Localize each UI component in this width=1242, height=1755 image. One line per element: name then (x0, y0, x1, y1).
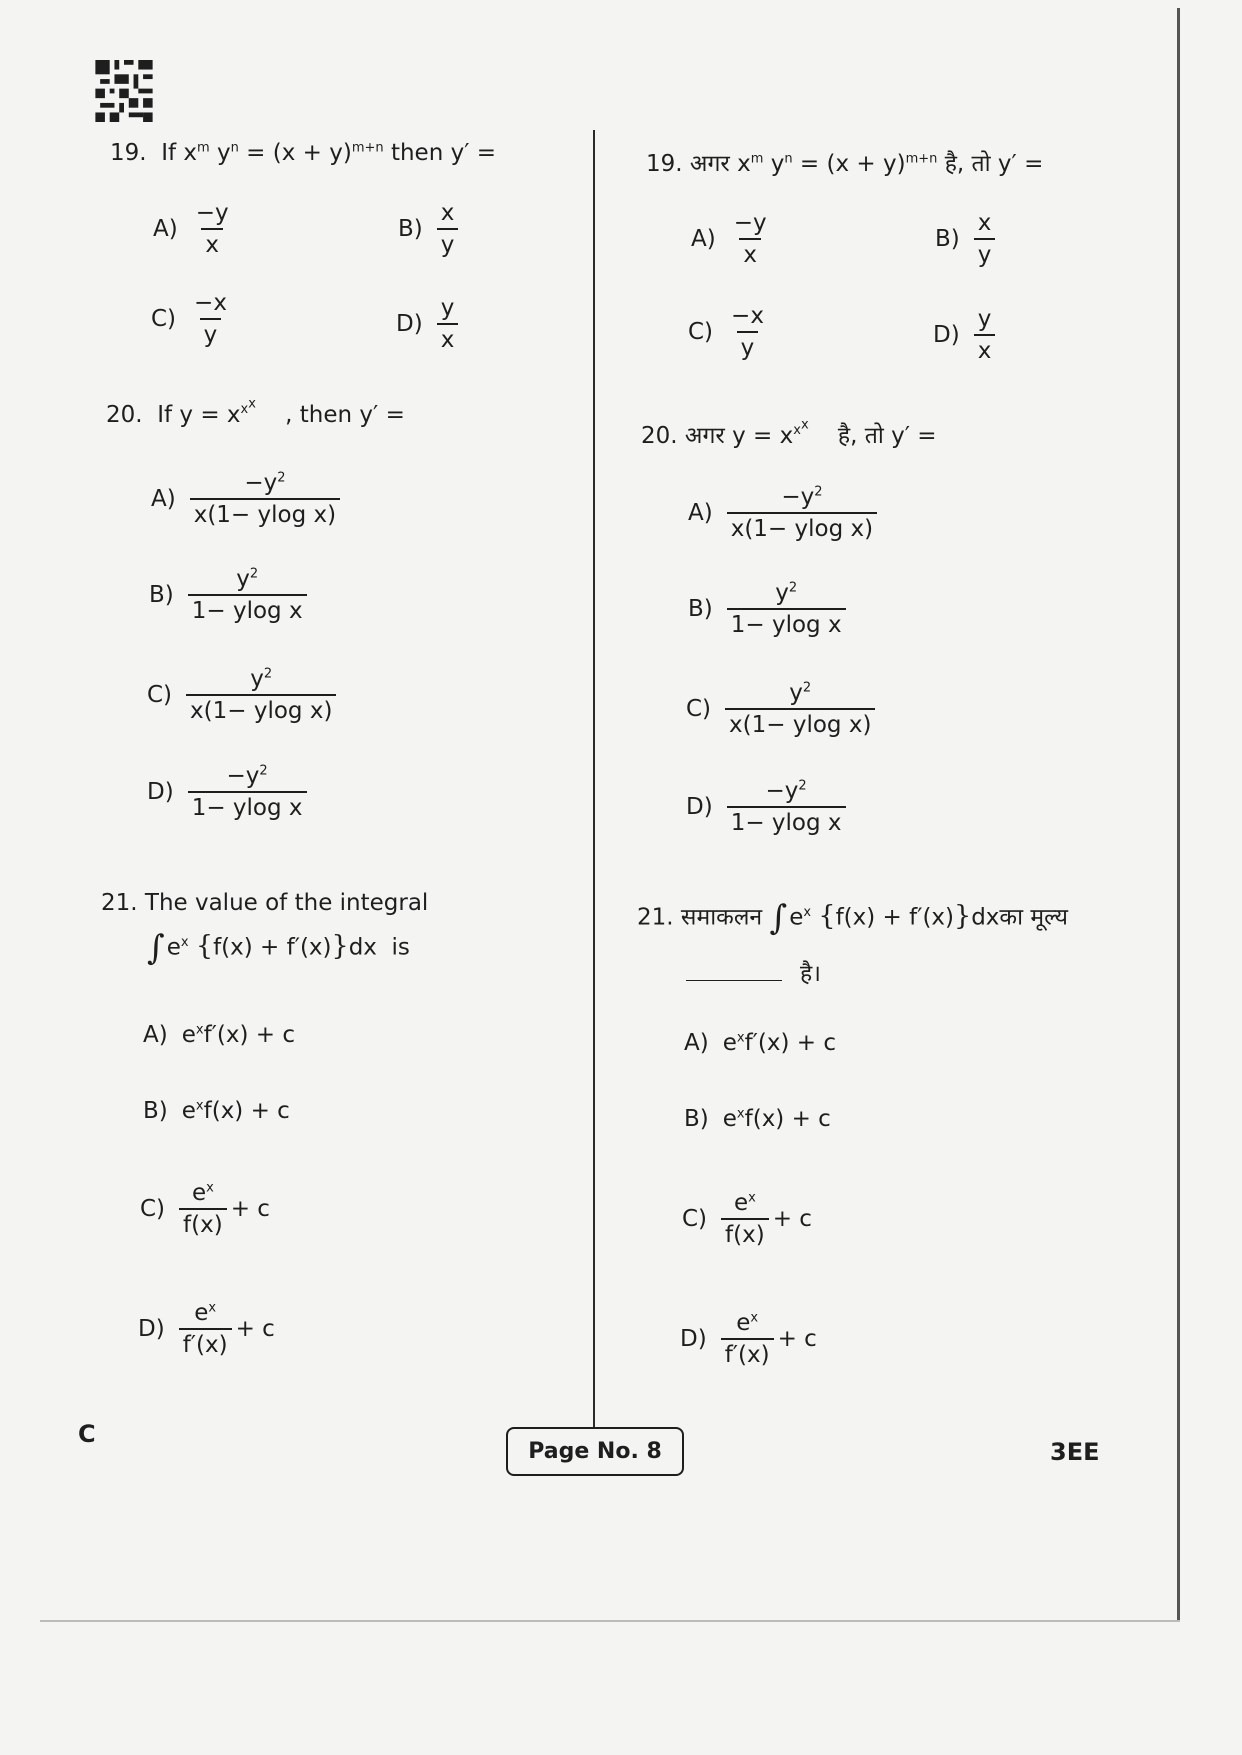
question-19 (110, 140, 496, 166)
option-20-c: C) $\frac{y^2}{\text{x(1− ylog x)}}$ (147, 666, 336, 725)
option-21-d-hindi: D) $\frac{e^x}{f'(x)}$ + c (680, 1310, 817, 1369)
option-21-d: D) $\frac{e^x}{f'(x)}$ + c (138, 1300, 275, 1359)
question-21: 21. The value of the integral (101, 890, 429, 916)
qr-code-icon (95, 60, 153, 122)
option-21-a: A) $e^xf'(x) + c$ (143, 1022, 295, 1048)
option-19-b: B) $\frac{x}{y}$ (398, 200, 458, 259)
option-19-d: D) $\frac{y}{x}$ (396, 295, 458, 354)
fraction: $\frac{y}{x}$ (437, 295, 459, 354)
question-number: 19. (110, 140, 147, 166)
option-21-a-hindi: A) $e^xf'(x) + c$ (684, 1030, 836, 1056)
option-20-c-hindi: C) $\frac{y^2}{\text{x(1− ylog x)}}$ (686, 680, 875, 739)
option-19-a-hindi: A) $\frac{-y}{x}$ (691, 210, 767, 269)
option-21-c-hindi: C) $\frac{e^x}{f(x)}$ + c (682, 1190, 812, 1249)
option-20-b-hindi: B) $\frac{y^2}{\text{1− ylog x}}$ (688, 580, 846, 639)
answer-blank (686, 980, 782, 981)
option-20-d: D) $\frac{-y^2}{\text{1− ylog x}}$ (147, 763, 307, 822)
page-number: Page No. 8 (528, 1439, 662, 1464)
option-19-c: C) $\frac{-x}{y}$ (151, 290, 231, 349)
question-21-hindi-line2: है। (686, 956, 821, 988)
option-21-b: B) $e^xf(x) + c$ (143, 1098, 290, 1124)
option-20-d-hindi: D) $\frac{-y^2}{\text{1− ylog x}}$ (686, 778, 846, 837)
question-21-hindi: 21. समाकलन $\int e^x$ {f(x) + f′(x)}dxका मूल्य (637, 898, 1068, 938)
page-number-box (506, 1427, 684, 1476)
question-text: If $x^m$ $y^n = (x + y)^{m+n}$ then y′ = (161, 140, 497, 166)
fraction: $\frac{-x}{y}$ (194, 290, 227, 349)
option-20-a-hindi: A) $\frac{-y^2}{\text{x(1− ylog x)}}$ (688, 484, 877, 543)
option-19-b-hindi: B) $\frac{x}{y}$ (935, 210, 995, 269)
fraction: $\frac{-y}{x}$ (195, 200, 229, 259)
option-20-b: B) $\frac{y^2}{\text{1− ylog x}}$ (149, 566, 307, 625)
option-21-c: C) $\frac{e^x}{f(x)}$ + c (140, 1180, 270, 1239)
question-text: If $y = x^{x^x}$ , then y′ = (157, 397, 405, 428)
page-edge-line (1177, 8, 1180, 1620)
question-20-hindi: 20. अगर $y = x^{x^x}$ है, तो y′ = (641, 418, 937, 449)
option-19-d-hindi: D) $\frac{y}{x}$ (933, 306, 995, 365)
column-divider (593, 130, 595, 1430)
question-20: 20. If $y = x^{x^x}$ , then y′ = (106, 397, 405, 428)
option-19-a: A) $\frac{-y}{x}$ (153, 200, 233, 259)
question-21-integral: $\int e^x$ {f(x) + f′(x)}dx is (147, 928, 410, 968)
paper-code: 3EE (1050, 1438, 1100, 1466)
option-20-a: A) $\frac{-y^2}{\text{x(1− ylog x)}}$ (151, 470, 340, 529)
bottom-rule (40, 1620, 1180, 1622)
booklet-series: C (78, 1420, 96, 1448)
option-21-b-hindi: B) $e^xf(x) + c$ (684, 1106, 831, 1132)
option-19-c-hindi: C) $\frac{-x}{y}$ (688, 303, 764, 362)
fraction: $\frac{x}{y}$ (437, 200, 459, 259)
question-19-hindi: 19. अगर $x^m$ $y^n = (x + y)^{m+n}$ है, तो y′ = (646, 151, 1044, 177)
